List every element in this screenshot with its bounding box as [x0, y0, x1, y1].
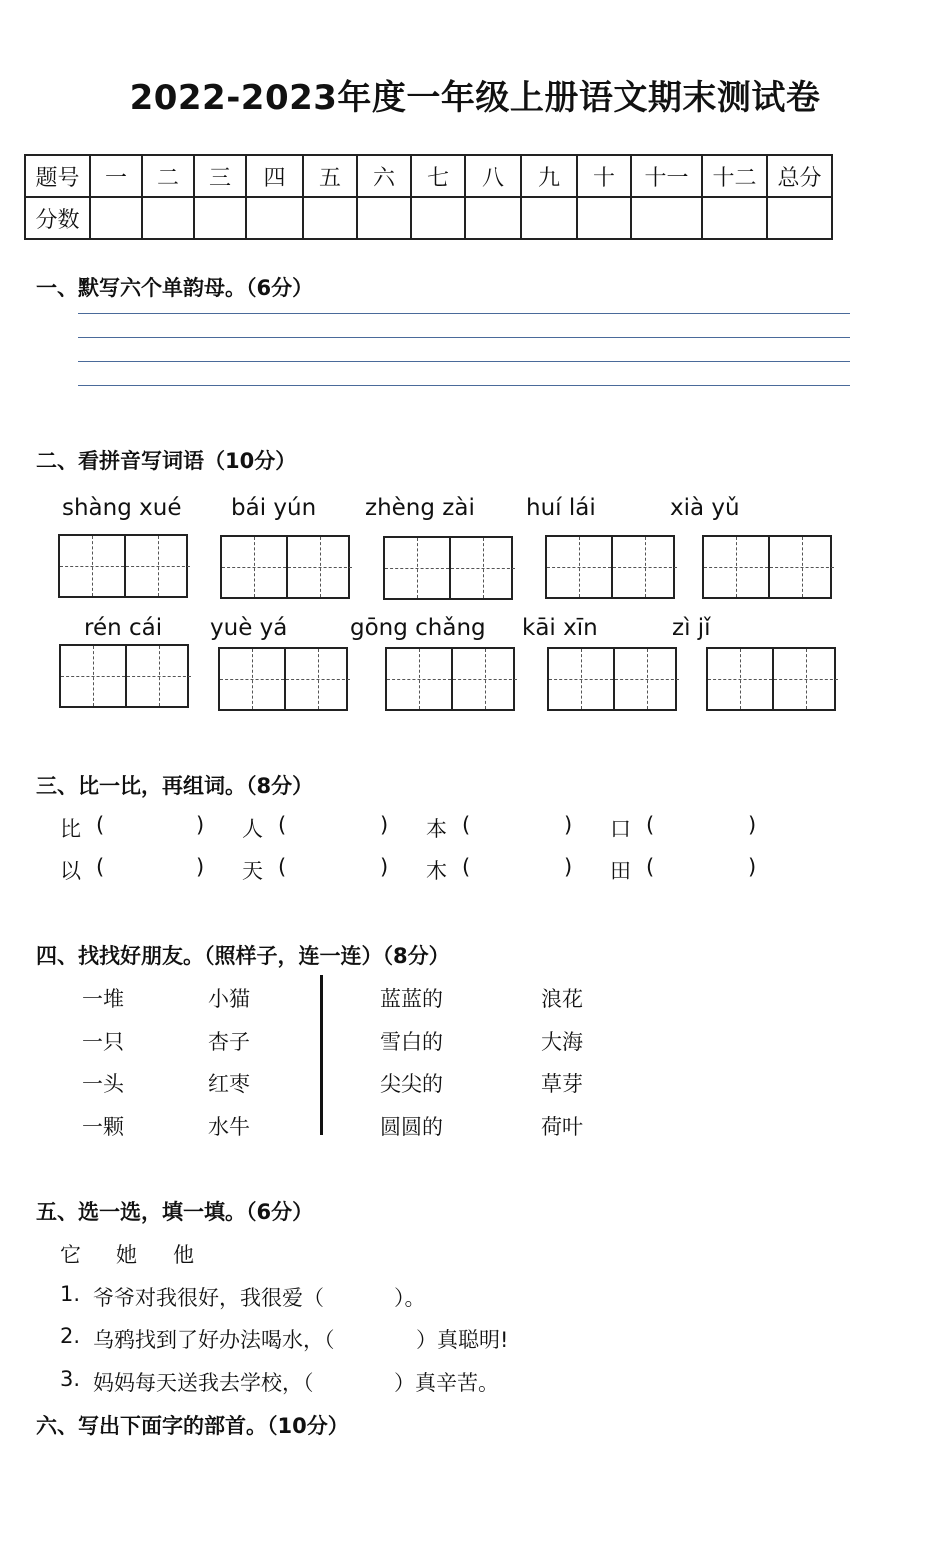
pinyin-label: rén cái — [84, 615, 163, 641]
open-paren: ( — [462, 813, 471, 837]
writing-grid[interactable] — [702, 535, 832, 599]
writing-grid[interactable] — [59, 644, 189, 708]
pinyin-label: bái yún — [231, 495, 317, 521]
score-header-cell: 十二 — [702, 155, 767, 197]
compare-char: 田 — [610, 859, 631, 883]
score-row-label: 分数 — [25, 197, 90, 239]
writing-grid[interactable] — [385, 647, 515, 711]
score-table-header-row — [25, 155, 832, 197]
compare-char: 以 — [60, 859, 81, 883]
score-cell[interactable] — [142, 197, 194, 239]
close-paren: ) — [748, 855, 757, 879]
section-4-heading: 四、找找好朋友。（照样子，连一连）（8分） — [36, 944, 450, 968]
match-item[interactable]: 一头 — [82, 1072, 124, 1096]
writing-line — [78, 385, 850, 386]
close-paren: ) — [196, 855, 205, 879]
pinyin-label: xià yǔ — [670, 495, 740, 521]
score-header-cell: 七 — [411, 155, 465, 197]
writing-line — [78, 313, 850, 314]
open-paren: ( — [278, 813, 287, 837]
question-text: 爷爷对我很好，我很爱（ — [93, 1286, 324, 1310]
score-table-score-row — [25, 197, 832, 239]
score-cell[interactable] — [357, 197, 411, 239]
match-item[interactable]: 水牛 — [208, 1115, 250, 1139]
compare-char: 比 — [60, 817, 81, 841]
score-header-cell: 三 — [194, 155, 246, 197]
pinyin-label: zhèng zài — [365, 495, 475, 521]
score-cell[interactable] — [577, 197, 631, 239]
compare-char: 口 — [610, 817, 631, 841]
open-paren: ( — [278, 855, 287, 879]
score-cell[interactable] — [90, 197, 142, 239]
match-item[interactable]: 杏子 — [208, 1030, 250, 1054]
pinyin-label: zì jǐ — [672, 615, 711, 641]
close-paren: ) — [196, 813, 205, 837]
score-cell[interactable] — [767, 197, 832, 239]
score-header-cell: 总分 — [767, 155, 832, 197]
score-cell[interactable] — [521, 197, 577, 239]
question-text: 乌鸦找到了好办法喝水，（ — [93, 1328, 335, 1352]
compare-char: 天 — [242, 859, 263, 883]
close-paren: ) — [564, 855, 573, 879]
question-text-end: ）真聪明! — [416, 1328, 509, 1352]
score-cell[interactable] — [411, 197, 465, 239]
divider-line — [320, 975, 323, 1135]
score-cell[interactable] — [631, 197, 702, 239]
question-text-end: ）。 — [394, 1286, 426, 1310]
pinyin-label: gōng chǎng — [350, 615, 486, 641]
score-header-cell: 二 — [142, 155, 194, 197]
score-cell[interactable] — [702, 197, 767, 239]
open-paren: ( — [462, 855, 471, 879]
section-5-heading: 五、选一选，填一填。（6分） — [36, 1200, 314, 1224]
page-title: 2022-2023年度一年级上册语文期末测试卷 — [129, 78, 821, 118]
writing-grid[interactable] — [218, 647, 348, 711]
compare-char: 本 — [426, 817, 447, 841]
section-6-heading: 六、写出下面字的部首。（10分） — [36, 1414, 349, 1438]
match-item[interactable]: 大海 — [541, 1030, 583, 1054]
choice-word: 它 — [60, 1243, 81, 1267]
question-number: 1. — [60, 1282, 81, 1306]
score-cell[interactable] — [246, 197, 303, 239]
match-item[interactable]: 尖尖的 — [380, 1072, 443, 1096]
pinyin-label: kāi xīn — [522, 615, 598, 641]
match-item[interactable]: 一堆 — [82, 987, 124, 1011]
section-2-heading: 二、看拼音写词语（10分） — [36, 449, 297, 473]
score-cell[interactable] — [303, 197, 357, 239]
writing-grid[interactable] — [545, 535, 675, 599]
score-header-cell: 五 — [303, 155, 357, 197]
score-header-cell: 九 — [521, 155, 577, 197]
question-number: 2. — [60, 1324, 81, 1348]
section-1-heading: 一、默写六个单韵母。（6分） — [36, 276, 314, 300]
close-paren: ) — [748, 813, 757, 837]
score-header-cell: 十 — [577, 155, 631, 197]
compare-char: 人 — [242, 817, 263, 841]
score-header-cell: 八 — [465, 155, 521, 197]
compare-char: 木 — [426, 859, 447, 883]
writing-line — [78, 361, 850, 362]
match-item[interactable]: 一颗 — [82, 1115, 124, 1139]
match-item[interactable]: 红枣 — [208, 1072, 250, 1096]
score-header-cell: 一 — [90, 155, 142, 197]
pinyin-label: huí lái — [526, 495, 596, 521]
close-paren: ) — [380, 813, 389, 837]
writing-grid[interactable] — [383, 536, 513, 600]
open-paren: ( — [646, 855, 655, 879]
score-header-cell: 四 — [246, 155, 303, 197]
match-item[interactable]: 荷叶 — [541, 1115, 583, 1139]
open-paren: ( — [96, 813, 105, 837]
writing-grid[interactable] — [706, 647, 836, 711]
close-paren: ) — [380, 855, 389, 879]
match-item[interactable]: 蓝蓝的 — [380, 987, 443, 1011]
score-header-cell: 题号 — [25, 155, 90, 197]
writing-grid[interactable] — [547, 647, 677, 711]
match-item[interactable]: 圆圆的 — [380, 1115, 443, 1139]
pinyin-label: yuè yá — [210, 615, 288, 641]
question-text: 妈妈每天送我去学校，（ — [93, 1371, 314, 1395]
section-3-heading: 三、比一比，再组词。（8分） — [36, 774, 314, 798]
writing-grid[interactable] — [58, 534, 188, 598]
match-item[interactable]: 小猫 — [208, 987, 250, 1011]
question-number: 3. — [60, 1367, 81, 1391]
score-cell[interactable] — [194, 197, 246, 239]
match-item[interactable]: 一只 — [82, 1030, 124, 1054]
choice-word: 她 — [116, 1243, 137, 1267]
match-item[interactable]: 草芽 — [541, 1072, 583, 1096]
score-header-cell: 十一 — [631, 155, 702, 197]
writing-line — [78, 337, 850, 338]
open-paren: ( — [646, 813, 655, 837]
writing-grid[interactable] — [220, 535, 350, 599]
score-table — [24, 154, 833, 240]
open-paren: ( — [96, 855, 105, 879]
question-text-end: ）真辛苦。 — [394, 1371, 499, 1395]
pinyin-label: shàng xué — [62, 495, 182, 521]
close-paren: ) — [564, 813, 573, 837]
match-item[interactable]: 浪花 — [541, 987, 583, 1011]
choice-word: 他 — [173, 1243, 194, 1267]
score-header-cell: 六 — [357, 155, 411, 197]
match-item[interactable]: 雪白的 — [380, 1030, 443, 1054]
score-cell[interactable] — [465, 197, 521, 239]
